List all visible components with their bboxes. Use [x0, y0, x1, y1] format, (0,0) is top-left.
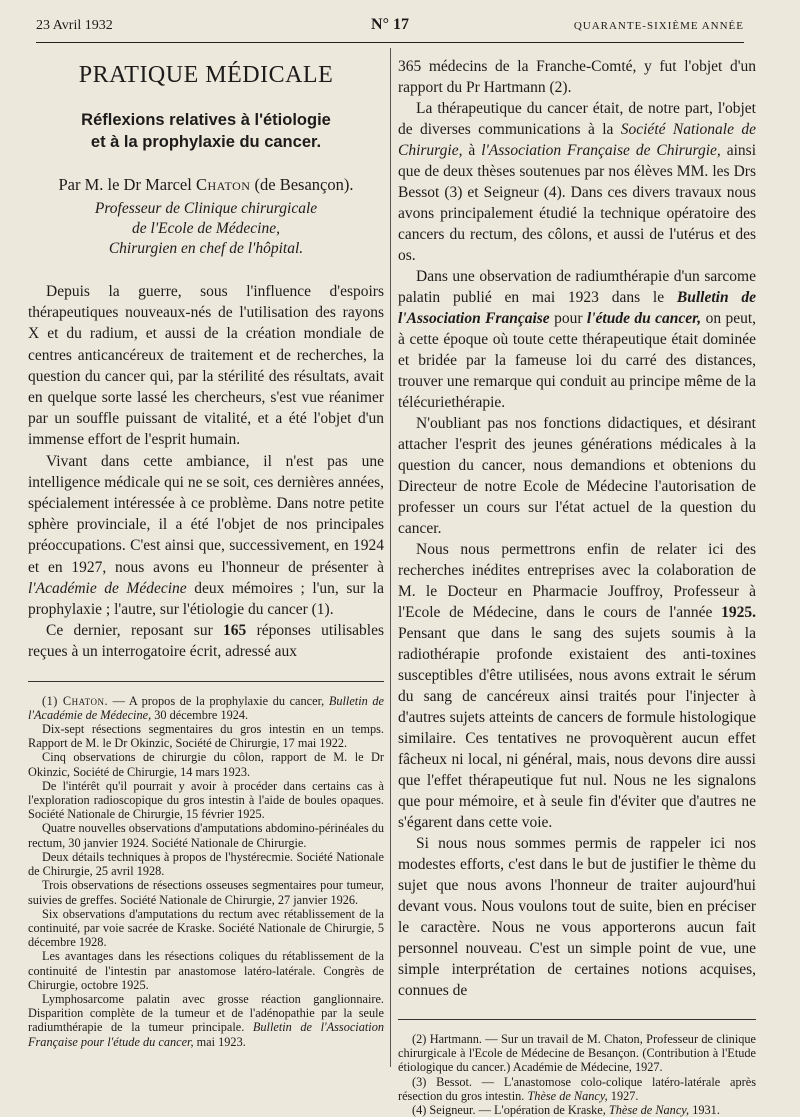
section-title: PRATIQUE MÉDICALE — [78, 62, 334, 88]
footnote: Dix-sept résections segmentaires du gros intestin en un temps. Rapport de M. le Dr Okinzic, Société de Chirurgie, 17 mai 1922. — [28, 722, 384, 751]
issue-number: N° 17 — [371, 16, 409, 33]
right-column — [398, 56, 757, 1117]
footnote — [398, 1103, 756, 1117]
byline — [28, 175, 384, 195]
issue-date: 23 Avril 1932 — [36, 18, 113, 33]
text-run: (4) Seigneur. — L'opération de Kraske, — [412, 1103, 606, 1117]
byline-prefix: Par M. le Dr Marcel — [58, 175, 192, 194]
text-run: 30 décembre 1924. — [154, 707, 249, 722]
text-run: mai 1923. — [196, 1034, 246, 1049]
author-affiliation — [28, 199, 384, 259]
text-run: 1927. — [610, 1088, 639, 1103]
text-run: pour — [554, 310, 583, 327]
article-title-line-1: Réflexions relatives à l'étiologie — [81, 111, 331, 129]
footnote: Deux détails techniques à propos de l'hystérecmie. Société Nationale de Chirurgie, 25 avril 1928. — [28, 849, 384, 879]
text-run: Vivant dans cette ambiance, il n'est pas une intelligence médicale qui ne se soit, ces dernières années, spécialement intéressée à ce problème. Dans notre petite sphère provinciale, il a été l'objet de nos principales préoccupations. C'est ainsi que, successivement, en 1924 et en 1927, nous avons eu l'honneur de présenter à — [28, 452, 384, 576]
author-name: Chaton — [195, 175, 251, 194]
footnote: Six observations d'amputations du rectum avec rétablissement de la continuité, par voie sacrée de Kraske. Société Nationale de Chirurgie, 5 décembre 1928. — [28, 906, 384, 950]
paragraph — [28, 620, 384, 662]
text-run: Ce dernier, reposant sur — [46, 622, 213, 640]
italic-run: Bulletin de l'Association Française pour l'étude du cancer, — [28, 1020, 384, 1049]
italic-run: Bulletin de l'Académie de Médecine, — [28, 693, 384, 722]
italic-run: l'Association Française de Chirurgie, — [481, 142, 721, 159]
running-header — [36, 14, 744, 43]
text-run: Nous nous permettrons enfin de relater ici des recherches inédites entreprises avec la colaboration de M. le Docteur en Pharmacie Jouffroy, Professeur à l'Ecole de Médecine, dans le cours de l'année — [398, 541, 756, 621]
paragraph — [398, 266, 756, 413]
footnote: Quatre nouvelles observations d'amputations abdomino-périnéales du rectum, 30 janvier 1924. Société Nationale de Chirurgie. — [28, 821, 385, 850]
italic-run: Thèse de Nancy, — [608, 1103, 690, 1117]
bold-run: 165 — [223, 622, 247, 640]
italic-run: Thèse de Nancy, — [527, 1088, 608, 1103]
bold-italic-run: Bulletin de l'Association Française — [398, 289, 757, 327]
italic-run: Société Nationale de Chirurgie, — [398, 121, 756, 159]
text-run: Pensant que dans le sang des sujets soumis à la radiothérapie profonde existaient des anti-toxines susceptibles d'être utilisées, nous avons extrait le sérum du sang de cancéreux ainsi traités pour l'injecter à d'autres sujets atteints de cancers de formule histologique similaire. Ces tentatives ne provoquèrent aucun effet fâcheux ni local, ni général, mais, nous devons dire aussi que l'effet thérapeutique fut nul. Nous ne les signalons que pour mémoire, et à seule fin d'éviter que d'autres ne s'égarent dans cette voie. — [398, 625, 756, 831]
text-run: on peut, à cette époque où toute cette thérapeutique était dominée et bridée par la fameuse loi du carré des distances, trouver une remarque qui conduit au principe même de la télécuriethérapie. — [398, 310, 757, 411]
footnote: (2) Hartmann. — Sur un travail de M. Chaton, Professeur de clinique chirurgicale à l'Ecole de Médecine de Besançon. (Contribution à l'Etude étiologique du cancer.) Académie de Médecine, 1927. — [398, 1032, 756, 1075]
paragraph: Depuis la guerre, sous l'influence d'espoirs thérapeutiques nouveaux-nés de l'utilisation des rayons X et du radium, et aussi de la création mondiale de centres anticancéreux de traitement et de recherches, la question du cancer qui, par la stérilité des résultats, avait en quelque sorte lassé les chercheurs, s'est vue réanimer par un souffle puissant de vitalité, et a été l'objet d'un immense effort de l'esprit humain. — [28, 283, 384, 449]
footnote — [398, 1075, 756, 1103]
text-run: ainsi que de deux thèses soutenues par nos élèves MM. les Drs Bessot (3) et Seigneur (4). Dans ces divers travaux nous avons principalement étudié la technique opératoire des cancers du rectum, des côlons, et aussi de l'utérus et des os. — [398, 142, 757, 264]
footnote: Les avantages dans les résections coliques du rétablissement de la continuité de l'intestin par anastomose latéro-latérale. Congrès de Chirurgie, octobre 1925. — [28, 949, 384, 992]
text-run: Dans une observation de radiumthérapie d'un sarcome palatin publié en mai 1923 dans le — [398, 268, 756, 306]
paragraph — [398, 539, 756, 833]
article-title-line-2: et à la prophylaxie du cancer. — [90, 133, 322, 151]
column-divider — [390, 48, 391, 1067]
text-run: 1931. — [692, 1103, 720, 1117]
byline-suffix: (de Besançon). — [254, 175, 354, 194]
affiliation-line-2: de l'Ecole de Médecine, — [132, 220, 280, 237]
paragraph — [398, 98, 756, 266]
article-title — [28, 109, 384, 153]
bold-italic-run: l'étude du cancer, — [586, 310, 702, 327]
footnote-rule — [28, 681, 384, 682]
paragraph — [28, 451, 384, 621]
paragraph: 365 médecins de la Franche-Comté, y fut l'objet d'un rapport du Pr Hartmann (2). — [398, 58, 756, 96]
text-run: réponses utilisables reçues à un interrogatoire écrit, adressé aux — [28, 622, 385, 661]
footnote: Cinq observations de chirurgie du côlon, rapport de M. le Dr Okinzic, Société de Chirurgie, 14 mars 1923. — [28, 750, 384, 779]
footnote-rule — [398, 1019, 756, 1020]
left-column — [28, 56, 384, 1067]
publication-year: QUARANTE-SIXIÈME ANNÉE — [573, 20, 744, 32]
text-run: La thérapeutique du cancer était, de notre part, l'objet de diverses communications à la — [398, 100, 756, 138]
footnote — [28, 694, 384, 722]
paragraph: N'oubliant pas nos fonctions didactiques, et désirant attacher l'esprit des jeunes générations médicales à la question du cancer, nous demandions et obtenions du Directeur de notre Ecole de Médecine l'autorisation de professer un cours sur l'état actuel de la question du cancer. — [398, 415, 756, 537]
affiliation-line-3: Chirurgien en chef de l'hôpital. — [108, 240, 304, 257]
footnote — [28, 992, 384, 1049]
text-run: — A propos de la prophylaxie du cancer, — [112, 693, 325, 708]
bold-run: 1925. — [721, 604, 756, 621]
paragraph: Si nous nous sommes permis de rappeler ici nos modestes efforts, c'est dans le but de justifier le thème du sujet que nous avons l'honneur de traiter aujourd'hui devant vous. Nous voulons tout de suite, bien en préciser le caractère. Nous ne vous apporterons aucun fait personnel nouveau. C'est un simple point de vue, une simple interprétation de certaines notions acquises, connues de — [398, 835, 756, 999]
text-run: deux mémoires ; l'un, sur la prophylaxie ; l'autre, sur l'étiologie du cancer (1). — [28, 579, 384, 619]
affiliation-line-1: Professeur de Clinique chirurgicale — [94, 200, 318, 217]
footnote: De l'intérêt qu'il pourrait y avoir à procéder dans certains cas à l'exploration radioscopique du gros intestin à l'aide de boules opaques. Société Nationale de Chirurgie, 15 février 1925. — [28, 778, 384, 822]
text-run: (3) Bessot. — L'anastomose colo-colique latéro-latérale après résection du gros intestin. — [398, 1074, 756, 1103]
italic-run: l'Académie de Médecine — [28, 579, 187, 597]
footnote-marker: (1) Chaton. — [42, 693, 109, 708]
footnote: Trois observations de résections osseuses segmentaires pour tumeur, suivies de greffes. Société Nationale de Chirurgie, 27 janvier 1926. — [28, 878, 384, 907]
text-run: à — [468, 142, 476, 159]
text-run: Lymphosarcome palatin avec grosse réaction ganglionnaire. Disparition complète de la tumeur et de l'adénopathie par la seule radiumthérapie de la tumeur principale. — [28, 991, 384, 1035]
